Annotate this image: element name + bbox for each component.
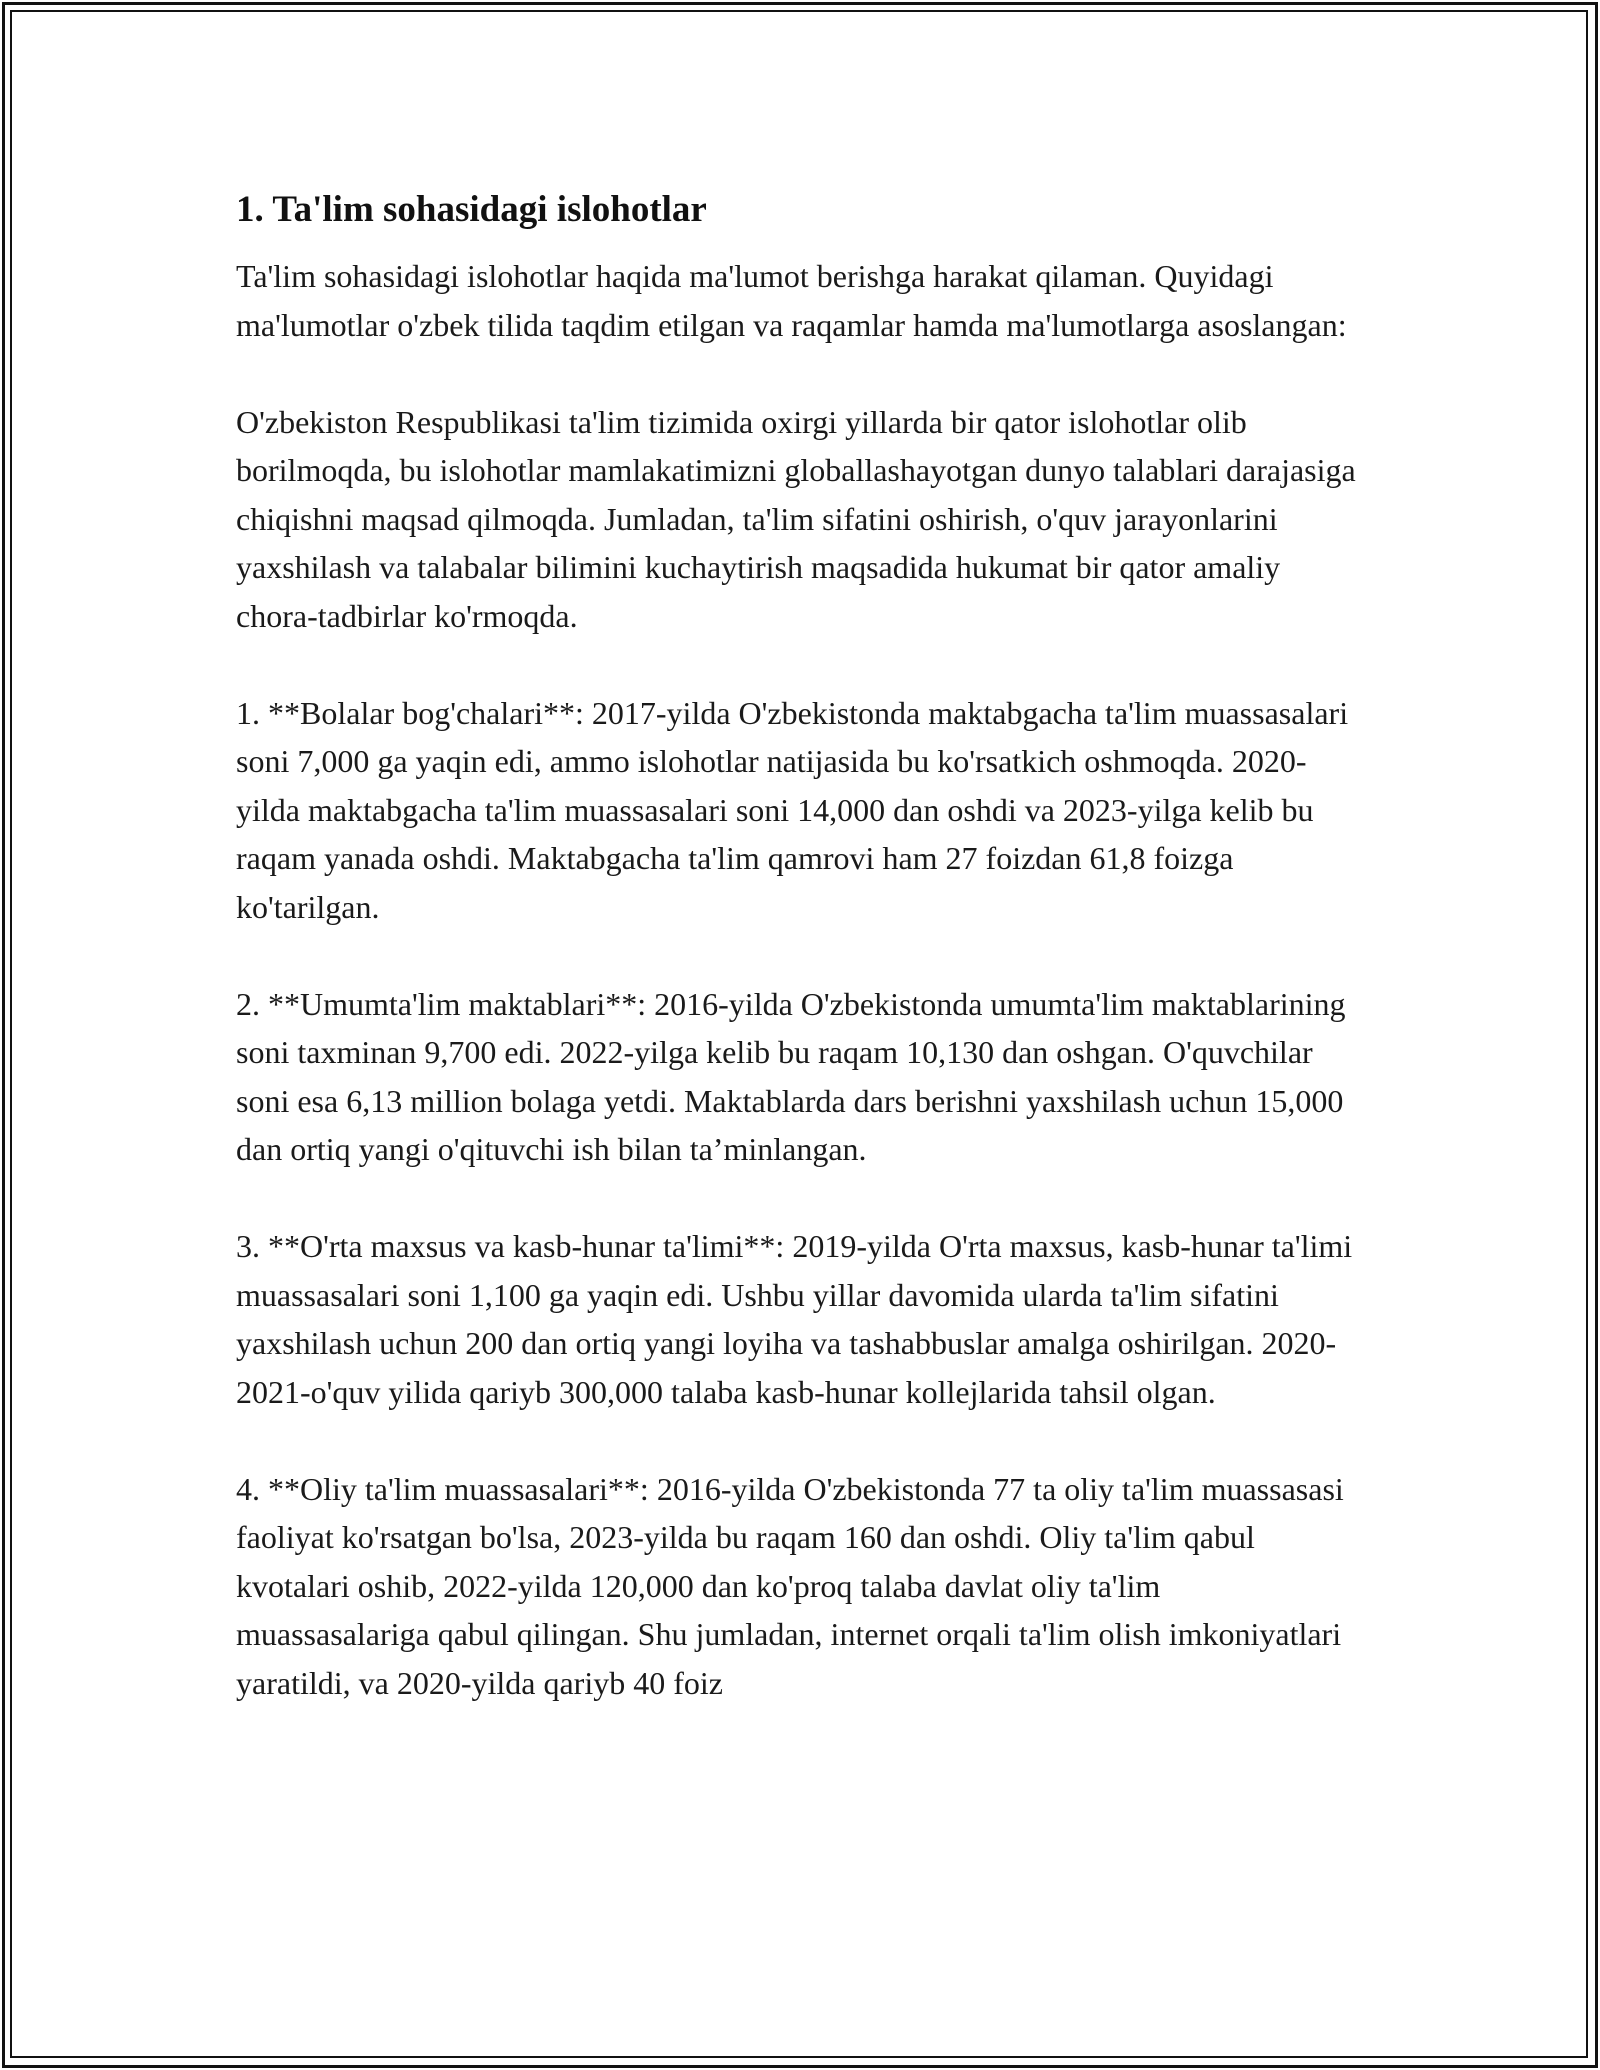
general-schools-paragraph: 2. **Umumta'lim maktablari**: 2016-yilda O'zbekistonda umumta'lim maktablarining soni taxminan 9,700 edi. 2022-yilga kelib bu raqam 10,130 dan oshgan. O'quvchilar soni esa 6,13 million bolaga yetdi. Maktablarda dars berishni yaxshilash uchun 15,000 dan ortiq yangi o'qituvchi ish bilan ta’minlangan. xyxy=(236,985,1346,1167)
overview-paragraph: O'zbekiston Respublikasi ta'lim tizimida oxirgi yillarda bir qator islohotlar olib borilmoqda, bu islohotlar mamlakatimizni globallashayotgan dunyo talablari darajasiga chiqishni maqsad qilmoqda. Jumladan, ta'lim sifatini oshirish, o'quv jarayonlarini yaxshilash va talabalar bilimini kuchaytirish maqsadida hukumat bir qator amaliy chora-tadbirlar ko'rmoqda. xyxy=(236,403,1356,634)
kindergartens-paragraph: 1. **Bolalar bog'chalari**: 2017-yilda O'zbekistonda maktabgacha ta'lim muassasalari soni 7,000 ga yaqin edi, ammo islohotlar natijasida bu ko'rsatkich oshmoqda. 2020-yilda maktabgacha ta'lim muassasalari soni 14,000 dan oshdi va 2023-yilga kelib bu raqam yanada oshdi. Maktabgacha ta'lim qamrovi ham 27 foizdan 61,8 foizga ko'tarilgan. xyxy=(236,694,1349,925)
higher-education-paragraph: 4. **Oliy ta'lim muassasalari**: 2016-yilda O'zbekistonda 77 ta oliy ta'lim muassasasi faoliyat ko'rsatgan bo'lsa, 2023-yilda bu raqam 160 dan oshdi. Oliy ta'lim qabul kvotalari oshib, 2022-yilda 120,000 dan ko'proq talaba davlat oliy ta'lim muassasalariga qabul qilingan. Shu jumladan, internet orqali ta'lim olish imkoniyatlari yaratildi, va 2020-yilda qariyb 40 foiz xyxy=(236,1470,1344,1701)
section-heading: 1. Ta'lim sohasidagi islohotlar xyxy=(236,189,707,230)
intro-paragraph: Ta'lim sohasidagi islohotlar haqida ma'lumot berishga harakat qilaman. Quyidagi ma'lumotlar o'zbek tilida taqdim etilgan va raqamlar hamda ma'lumotlarga asoslangan: xyxy=(236,258,1347,343)
vocational-education-paragraph: 3. **O'rta maxsus va kasb-hunar ta'limi**: 2019-yilda O'rta maxsus, kasb-hunar ta'limi muassasalari soni 1,100 ga yaqin edi. Ushbu yillar davomida ularda ta'lim sifatini yaxshilash uchun 200 dan ortiq yangi loyiha va tashabbuslar amalga oshirilgan. 2020-2021-o'quv yilida qariyb 300,000 talaba kasb-hunar kollejlarida tahsil olgan. xyxy=(236,1228,1353,1410)
document-body xyxy=(236,186,1356,1756)
